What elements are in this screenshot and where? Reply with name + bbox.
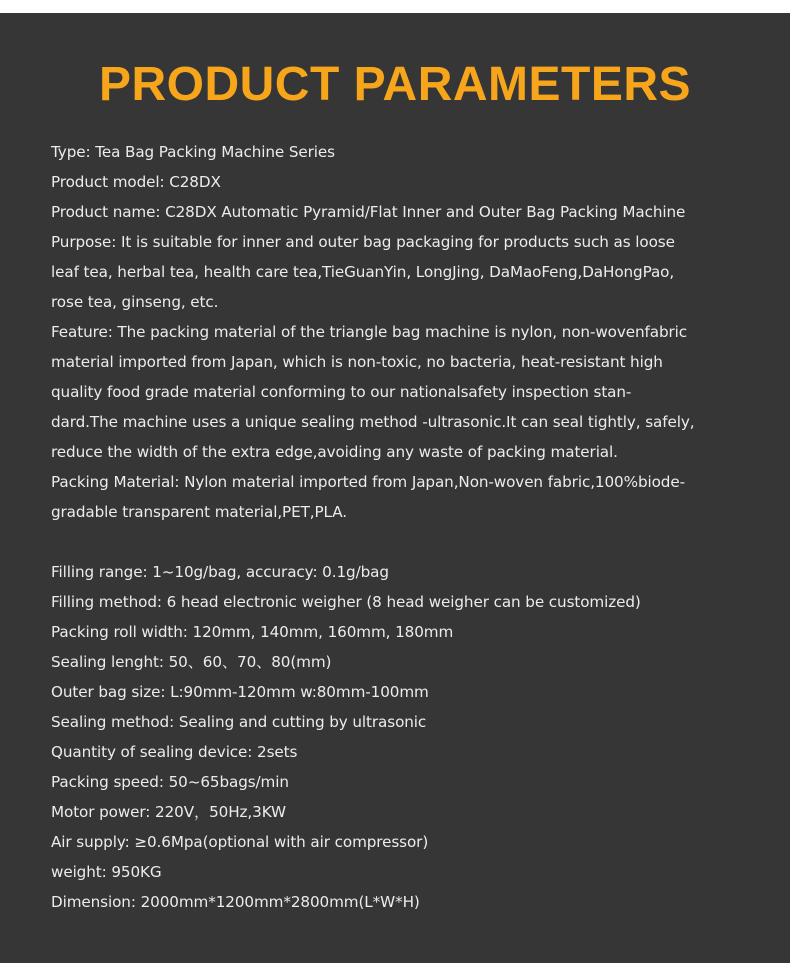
spec-line: Motor power: 220V，50Hz,3KW [51, 803, 286, 821]
spec-line: Packing speed: 50~65bags/min [51, 773, 289, 791]
description-line: Packing Material: Nylon material imported from Japan,Non-woven fabric,100%biode- [51, 473, 685, 491]
spec-line: weight: 950KG [51, 863, 162, 881]
spec-line: Filling method: 6 head electronic weigher (8 head weigher can be customized) [51, 593, 641, 611]
spec-line: Quantity of sealing device: 2sets [51, 743, 298, 761]
description-line: Feature: The packing material of the triangle bag machine is nylon, non-wovenfabric [51, 323, 688, 341]
description-line: gradable transparent material,PET,PLA. [51, 503, 348, 521]
spec-line: Sealing method: Sealing and cutting by ultrasonic [51, 713, 427, 731]
spec-line: Sealing lenght: 50、60、70、80(mm) [51, 653, 332, 671]
description-line: material imported from Japan, which is non-toxic, no bacteria, heat-resistant high [51, 353, 663, 371]
page-title: PRODUCT PARAMETERS [98, 58, 692, 111]
spec-line: Air supply: ≥0.6Mpa(optional with air compressor) [51, 833, 429, 851]
spec-line: Outer bag size: L:90mm-120mm w:80mm-100mm [51, 683, 429, 701]
description-line: Product name: C28DX Automatic Pyramid/Flat Inner and Outer Bag Packing Machine [51, 203, 686, 221]
spec-line: Dimension: 2000mm*1200mm*2800mm(L*W*H) [51, 893, 420, 911]
description-line: Purpose: It is suitable for inner and outer bag packaging for products such as loose [51, 233, 675, 251]
parameters-panel [0, 13, 790, 963]
product-description [51, 137, 751, 527]
description-line: reduce the width of the extra edge,avoiding any waste of packing material. [51, 443, 618, 461]
technical-specs [51, 557, 751, 917]
description-line: quality food grade material conforming to our nationalsafety inspection stan- [51, 383, 632, 401]
description-line: leaf tea, herbal tea, health care tea,TieGuanYin, LongJing, DaMaoFeng,DaHongPao, [51, 263, 675, 281]
description-line: Type: Tea Bag Packing Machine Series [51, 143, 335, 161]
spec-line: Packing roll width: 120mm, 140mm, 160mm, 180mm [51, 623, 454, 641]
description-line: rose tea, ginseng, etc. [51, 293, 219, 311]
description-line: Product model: C28DX [51, 173, 221, 191]
spec-line: Filling range: 1~10g/bag, accuracy: 0.1g/bag [51, 563, 389, 581]
description-line: dard.The machine uses a unique sealing method -ultrasonic.It can seal tightly, safely, [51, 413, 695, 431]
